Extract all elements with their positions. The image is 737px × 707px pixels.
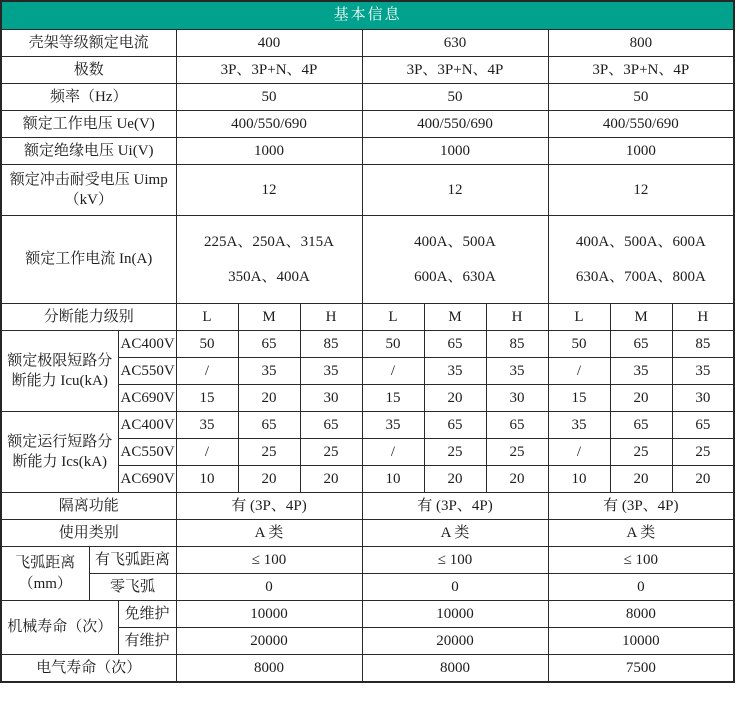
value-cell: 有 (3P、4P) xyxy=(176,493,362,520)
table-row xyxy=(1,331,734,358)
value-line: 400A、500A xyxy=(414,234,496,250)
value-cell: 10000 xyxy=(362,601,548,628)
label-mechanical-life: 机械寿命（次） xyxy=(1,601,118,655)
value-cell: 10 xyxy=(548,466,610,493)
value-cell: 400/550/690 xyxy=(176,111,362,138)
value-cell: 30 xyxy=(300,385,362,412)
value-cell: L xyxy=(548,304,610,331)
table-row xyxy=(1,84,734,111)
value-cell: A 类 xyxy=(548,520,734,547)
value-cell: 35 xyxy=(176,412,238,439)
value-cell: 10000 xyxy=(176,601,362,628)
value-cell: 630 xyxy=(362,30,548,57)
label-utilization-category: 使用类别 xyxy=(1,520,176,547)
sublabel-ics-ac550v: AC550V xyxy=(118,439,176,466)
label-breaking-capacity-class: 分断能力级别 xyxy=(1,304,176,331)
value-cell: 65 xyxy=(424,412,486,439)
value-cell: 50 xyxy=(362,331,424,358)
value-cell: / xyxy=(362,439,424,466)
value-cell: / xyxy=(362,358,424,385)
sublabel-with-maintenance: 有维护 xyxy=(118,628,176,655)
value-cell: / xyxy=(176,358,238,385)
value-cell: 20 xyxy=(486,466,548,493)
value-cell: 10 xyxy=(176,466,238,493)
table-row xyxy=(1,547,734,574)
value-cell: ≤ 100 xyxy=(548,547,734,574)
value-cell: ≤ 100 xyxy=(176,547,362,574)
value-cell: A 类 xyxy=(176,520,362,547)
value-cell: 35 xyxy=(548,412,610,439)
value-cell: 20 xyxy=(610,466,672,493)
value-cell: 30 xyxy=(672,385,734,412)
value-cell: 85 xyxy=(486,331,548,358)
value-cell: 35 xyxy=(424,358,486,385)
value-cell: L xyxy=(176,304,238,331)
value-cell: M xyxy=(424,304,486,331)
value-line: 630A、700A、800A xyxy=(575,268,706,285)
table-row xyxy=(1,216,734,304)
value-cell: 65 xyxy=(424,331,486,358)
table-row xyxy=(1,138,734,165)
label-impulse-withstand-voltage xyxy=(1,165,176,216)
value-cell xyxy=(548,216,734,304)
table-row xyxy=(1,655,734,682)
value-cell: 65 xyxy=(238,412,300,439)
label-frequency: 频率（Hz） xyxy=(1,84,176,111)
sublabel-icu-ac550v: AC550V xyxy=(118,358,176,385)
table-row xyxy=(1,412,734,439)
table-row xyxy=(1,57,734,84)
value-cell: 25 xyxy=(424,439,486,466)
value-cell: 65 xyxy=(238,331,300,358)
value-cell: 85 xyxy=(300,331,362,358)
value-cell: 25 xyxy=(486,439,548,466)
value-cell: 1000 xyxy=(362,138,548,165)
value-cell: 1000 xyxy=(548,138,734,165)
sublabel-icu-ac690v: AC690V xyxy=(118,385,176,412)
label-icu: 额定极限短路分断能力 Icu(kA) xyxy=(1,331,118,412)
value-cell: 3P、3P+N、4P xyxy=(548,57,734,84)
value-cell: 25 xyxy=(238,439,300,466)
value-cell: 1000 xyxy=(176,138,362,165)
value-cell: 35 xyxy=(610,358,672,385)
label-isolation-function: 隔离功能 xyxy=(1,493,176,520)
value-cell: 65 xyxy=(610,331,672,358)
value-cell: 10000 xyxy=(548,628,734,655)
value-cell: 30 xyxy=(486,385,548,412)
value-cell: 35 xyxy=(672,358,734,385)
value-cell: 8000 xyxy=(176,655,362,682)
value-cell: ≤ 100 xyxy=(362,547,548,574)
value-cell: A 类 xyxy=(362,520,548,547)
value-cell: 15 xyxy=(548,385,610,412)
label-ics: 额定运行短路分断能力 Ics(kA) xyxy=(1,412,118,493)
value-cell: 20 xyxy=(424,466,486,493)
value-cell: 8000 xyxy=(362,655,548,682)
value-cell: 20 xyxy=(672,466,734,493)
value-cell: 0 xyxy=(176,574,362,601)
value-cell: 7500 xyxy=(548,655,734,682)
value-cell: 20 xyxy=(424,385,486,412)
value-cell: 10 xyxy=(362,466,424,493)
value-cell: 800 xyxy=(548,30,734,57)
table-row xyxy=(1,601,734,628)
table-row xyxy=(1,30,734,57)
sublabel-arcing-with: 有飞弧距离 xyxy=(89,547,176,574)
sublabel-ics-ac690v: AC690V xyxy=(118,466,176,493)
value-cell: / xyxy=(176,439,238,466)
value-cell: 15 xyxy=(176,385,238,412)
table-title: 基本信息 xyxy=(1,1,734,30)
sublabel-icu-ac400v: AC400V xyxy=(118,331,176,358)
value-cell: 50 xyxy=(176,331,238,358)
value-cell: H xyxy=(672,304,734,331)
label-electrical-life: 电气寿命（次） xyxy=(1,655,176,682)
table-header-row xyxy=(1,1,734,30)
value-cell: 25 xyxy=(672,439,734,466)
value-cell: 400/550/690 xyxy=(362,111,548,138)
value-cell: 20 xyxy=(300,466,362,493)
value-cell: 20000 xyxy=(362,628,548,655)
value-cell: 0 xyxy=(362,574,548,601)
value-cell: M xyxy=(610,304,672,331)
label-poles: 极数 xyxy=(1,57,176,84)
value-cell: 400/550/690 xyxy=(548,111,734,138)
value-cell: 65 xyxy=(672,412,734,439)
value-cell xyxy=(362,216,548,304)
value-cell: 65 xyxy=(300,412,362,439)
value-cell: 35 xyxy=(300,358,362,385)
table-row xyxy=(1,165,734,216)
value-cell: 12 xyxy=(176,165,362,216)
value-cell: 有 (3P、4P) xyxy=(362,493,548,520)
value-cell: 12 xyxy=(548,165,734,216)
value-line: 225A、250A、315A xyxy=(204,234,334,250)
value-cell: 20 xyxy=(238,466,300,493)
value-cell: 8000 xyxy=(548,601,734,628)
label-rated-working-current: 额定工作电流 In(A) xyxy=(1,216,176,304)
value-cell: 50 xyxy=(176,84,362,111)
value-cell: 15 xyxy=(362,385,424,412)
value-cell: H xyxy=(300,304,362,331)
value-cell: 35 xyxy=(486,358,548,385)
table-row xyxy=(1,520,734,547)
sublabel-maintenance-free: 免维护 xyxy=(118,601,176,628)
value-cell: 50 xyxy=(548,331,610,358)
label-frame-rated-current: 壳架等级额定电流 xyxy=(1,30,176,57)
value-cell: 85 xyxy=(672,331,734,358)
value-cell xyxy=(176,216,362,304)
value-cell: 12 xyxy=(362,165,548,216)
value-line: 350A、400A xyxy=(228,268,310,285)
value-cell: 65 xyxy=(610,412,672,439)
table-row xyxy=(1,574,734,601)
table-row xyxy=(1,493,734,520)
value-cell: 有 (3P、4P) xyxy=(548,493,734,520)
label-impulse-text: 额定冲击耐受电压 Uimp（kV） xyxy=(9,171,168,208)
value-cell: 3P、3P+N、4P xyxy=(176,57,362,84)
sublabel-arcing-zero: 零飞弧 xyxy=(89,574,176,601)
label-rated-insulation-voltage: 额定绝缘电压 Ui(V) xyxy=(1,138,176,165)
value-cell: L xyxy=(362,304,424,331)
value-cell: H xyxy=(486,304,548,331)
label-rated-working-voltage: 额定工作电压 Ue(V) xyxy=(1,111,176,138)
value-cell: 3P、3P+N、4P xyxy=(362,57,548,84)
value-cell: M xyxy=(238,304,300,331)
value-cell: 50 xyxy=(362,84,548,111)
value-line: 600A、630A xyxy=(414,268,496,285)
value-cell: 20000 xyxy=(176,628,362,655)
value-cell: 25 xyxy=(610,439,672,466)
value-cell: / xyxy=(548,358,610,385)
value-cell: 25 xyxy=(300,439,362,466)
label-arcing-distance: 飞弧距离（mm） xyxy=(1,547,89,601)
value-line: 400A、500A、600A xyxy=(575,234,706,250)
table-row xyxy=(1,304,734,331)
value-cell: 0 xyxy=(548,574,734,601)
sublabel-ics-ac400v: AC400V xyxy=(118,412,176,439)
value-cell: / xyxy=(548,439,610,466)
value-cell: 20 xyxy=(610,385,672,412)
value-cell: 400 xyxy=(176,30,362,57)
value-cell: 65 xyxy=(486,412,548,439)
table-row xyxy=(1,111,734,138)
value-cell: 20 xyxy=(238,385,300,412)
value-cell: 35 xyxy=(238,358,300,385)
value-cell: 35 xyxy=(362,412,424,439)
value-cell: 50 xyxy=(548,84,734,111)
